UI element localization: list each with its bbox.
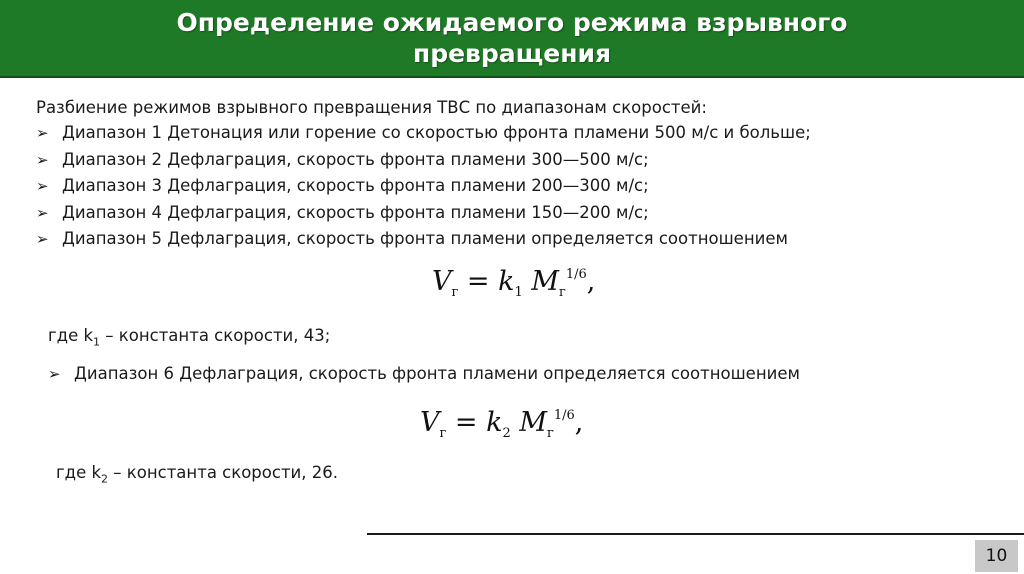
formula-range-5	[432, 266, 595, 300]
note-suffix: – константа скорости, 43;	[100, 326, 331, 345]
formula-coef-sub: 1	[514, 285, 523, 300]
slide-title: Определение ожидаемого режима взрывного превращения	[176, 8, 848, 68]
formula-coef: k	[498, 266, 515, 297]
list-item	[36, 200, 996, 226]
arrow-bullet-icon: ➢	[36, 177, 49, 196]
formula-lhs-sub: г	[451, 285, 459, 300]
formula-tail: ,	[586, 266, 596, 297]
formula-exponent: 1/6	[565, 267, 587, 282]
title-bar	[0, 0, 1024, 78]
list-item	[36, 173, 996, 199]
formula-exponent: 1/6	[553, 408, 575, 423]
note-sub: 1	[93, 335, 101, 349]
intro-text: Разбиение режимов взрывного превращения ТВС по диапазонам скоростей:	[36, 98, 707, 117]
formula-lhs: V	[432, 266, 452, 297]
list-item	[36, 147, 996, 173]
formula-tail: ,	[574, 407, 584, 438]
arrow-bullet-icon: ➢	[48, 365, 61, 383]
list-item	[36, 226, 996, 252]
formula-range-6	[420, 407, 583, 441]
formula-var: M	[531, 266, 560, 297]
list-item-text: Диапазон 2 Дефлаграция, скорость фронта пламени 300—500 м/с;	[62, 149, 649, 169]
formula-coef-sub: 2	[502, 426, 511, 441]
list-item-range-6	[48, 364, 800, 383]
note-sub: 2	[101, 472, 109, 486]
list-item-text: Диапазон 5 Дефлаграция, скорость фронта пламени определяется соотношением	[62, 229, 788, 249]
range-list	[36, 120, 996, 252]
footer-divider	[367, 533, 1024, 535]
slide-content	[36, 95, 996, 252]
arrow-bullet-icon: ➢	[36, 203, 49, 222]
formula-equals: =	[446, 407, 487, 438]
arrow-bullet-icon: ➢	[36, 150, 49, 169]
formula-var-sub: г	[559, 285, 566, 300]
formula-equals: =	[458, 266, 499, 297]
list-item	[36, 120, 996, 146]
list-item-text: Диапазон 1 Детонация или горение со скоростью фронта пламени 500 м/с и больше;	[62, 123, 811, 143]
note-k1	[48, 326, 330, 348]
list-item-text: Диапазон 6 Дефлаграция, скорость фронта пламени определяется соотношением	[74, 364, 800, 383]
note-k2	[56, 463, 338, 485]
formula-coef: k	[486, 407, 503, 438]
formula-lhs: V	[420, 407, 440, 438]
list-item-text: Диапазон 3 Дефлаграция, скорость фронта пламени 200—300 м/с;	[62, 176, 649, 196]
note-prefix: где k	[56, 463, 102, 482]
list-item-text: Диапазон 4 Дефлаграция, скорость фронта пламени 150—200 м/с;	[62, 202, 649, 222]
page-number: 10	[975, 540, 1018, 572]
note-prefix: где k	[48, 326, 94, 345]
arrow-bullet-icon: ➢	[36, 124, 49, 143]
arrow-bullet-icon: ➢	[36, 230, 49, 249]
note-suffix: – константа скорости, 26.	[108, 463, 339, 482]
formula-var-sub: г	[547, 426, 554, 441]
formula-var: M	[519, 407, 548, 438]
formula-lhs-sub: г	[439, 426, 447, 441]
